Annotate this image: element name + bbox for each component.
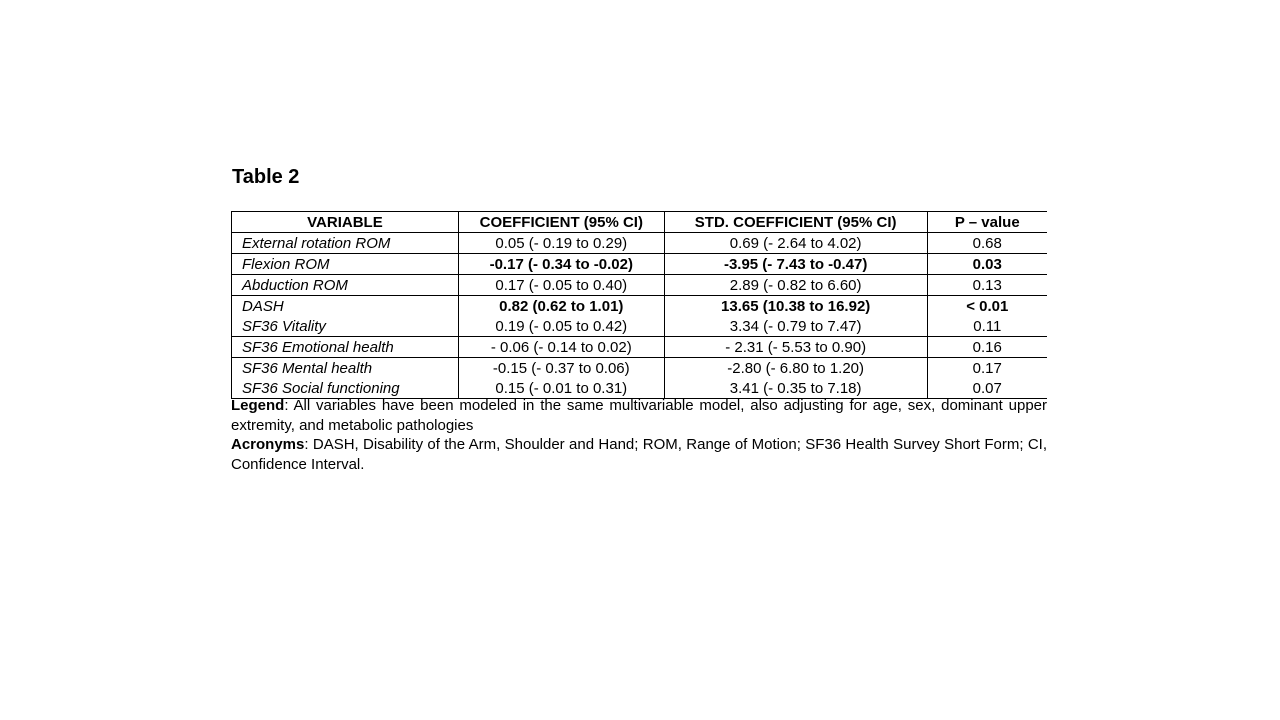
table-row <box>232 316 1048 337</box>
row-variable: SF36 Vitality <box>232 316 459 337</box>
row-variable: Flexion ROM <box>232 254 459 275</box>
row-variable: SF36 Social functioning <box>232 378 459 399</box>
row-std-coefficient: -3.95 (- 7.43 to -0.47) <box>664 254 927 275</box>
row-p-value: 0.17 <box>927 358 1047 379</box>
table-row <box>232 254 1048 275</box>
acronyms-note <box>231 435 1047 474</box>
row-coefficient: 0.17 (- 0.05 to 0.40) <box>458 275 664 296</box>
row-p-value: 0.68 <box>927 233 1047 254</box>
legend-note <box>231 396 1047 435</box>
row-p-value: 0.07 <box>927 378 1047 399</box>
row-coefficient: - 0.06 (- 0.14 to 0.02) <box>458 337 664 358</box>
header-std-coefficient: STD. COEFFICIENT (95% CI) <box>664 212 927 233</box>
row-p-value: 0.13 <box>927 275 1047 296</box>
row-p-value: 0.11 <box>927 316 1047 337</box>
row-coefficient: -0.17 (- 0.34 to -0.02) <box>458 254 664 275</box>
table-header-row <box>232 212 1048 233</box>
results-table <box>231 211 1047 399</box>
acronyms-text: : DASH, Disability of the Arm, Shoulder and Hand; ROM, Range of Motion; SF36 Health Survey Short Form; CI, Confidence Interval. <box>231 436 1047 473</box>
table-row <box>232 233 1048 254</box>
row-p-value: < 0.01 <box>927 296 1047 317</box>
acronyms-label: Acronyms <box>231 436 305 453</box>
table-row <box>232 337 1048 358</box>
header-variable: VARIABLE <box>232 212 459 233</box>
row-std-coefficient: - 2.31 (- 5.53 to 0.90) <box>664 337 927 358</box>
row-variable: DASH <box>232 296 459 317</box>
row-coefficient: -0.15 (- 0.37 to 0.06) <box>458 358 664 379</box>
row-std-coefficient: 2.89 (- 0.82 to 6.60) <box>664 275 927 296</box>
row-variable: SF36 Emotional health <box>232 337 459 358</box>
row-std-coefficient: 13.65 (10.38 to 16.92) <box>664 296 927 317</box>
row-std-coefficient: 3.34 (- 0.79 to 7.47) <box>664 316 927 337</box>
row-std-coefficient: -2.80 (- 6.80 to 1.20) <box>664 358 927 379</box>
table-title: Table 2 <box>232 166 300 188</box>
legend-label: Legend <box>231 397 285 414</box>
row-coefficient: 0.05 (- 0.19 to 0.29) <box>458 233 664 254</box>
header-coefficient: COEFFICIENT (95% CI) <box>458 212 664 233</box>
table-notes <box>231 396 1047 474</box>
row-variable: SF36 Mental health <box>232 358 459 379</box>
row-p-value: 0.16 <box>927 337 1047 358</box>
row-p-value: 0.03 <box>927 254 1047 275</box>
row-std-coefficient: 0.69 (- 2.64 to 4.02) <box>664 233 927 254</box>
row-coefficient: 0.19 (- 0.05 to 0.42) <box>458 316 664 337</box>
row-coefficient: 0.15 (- 0.01 to 0.31) <box>458 378 664 399</box>
table-row <box>232 358 1048 379</box>
table-row <box>232 296 1048 317</box>
row-variable: External rotation ROM <box>232 233 459 254</box>
legend-text: : All variables have been modeled in the same multivariable model, also adjusting for age, sex, dominant upper extremity, and metabolic pathologies <box>231 397 1047 434</box>
row-std-coefficient: 3.41 (- 0.35 to 7.18) <box>664 378 927 399</box>
header-p-value: P – value <box>927 212 1047 233</box>
row-coefficient: 0.82 (0.62 to 1.01) <box>458 296 664 317</box>
table-row <box>232 275 1048 296</box>
row-variable: Abduction ROM <box>232 275 459 296</box>
